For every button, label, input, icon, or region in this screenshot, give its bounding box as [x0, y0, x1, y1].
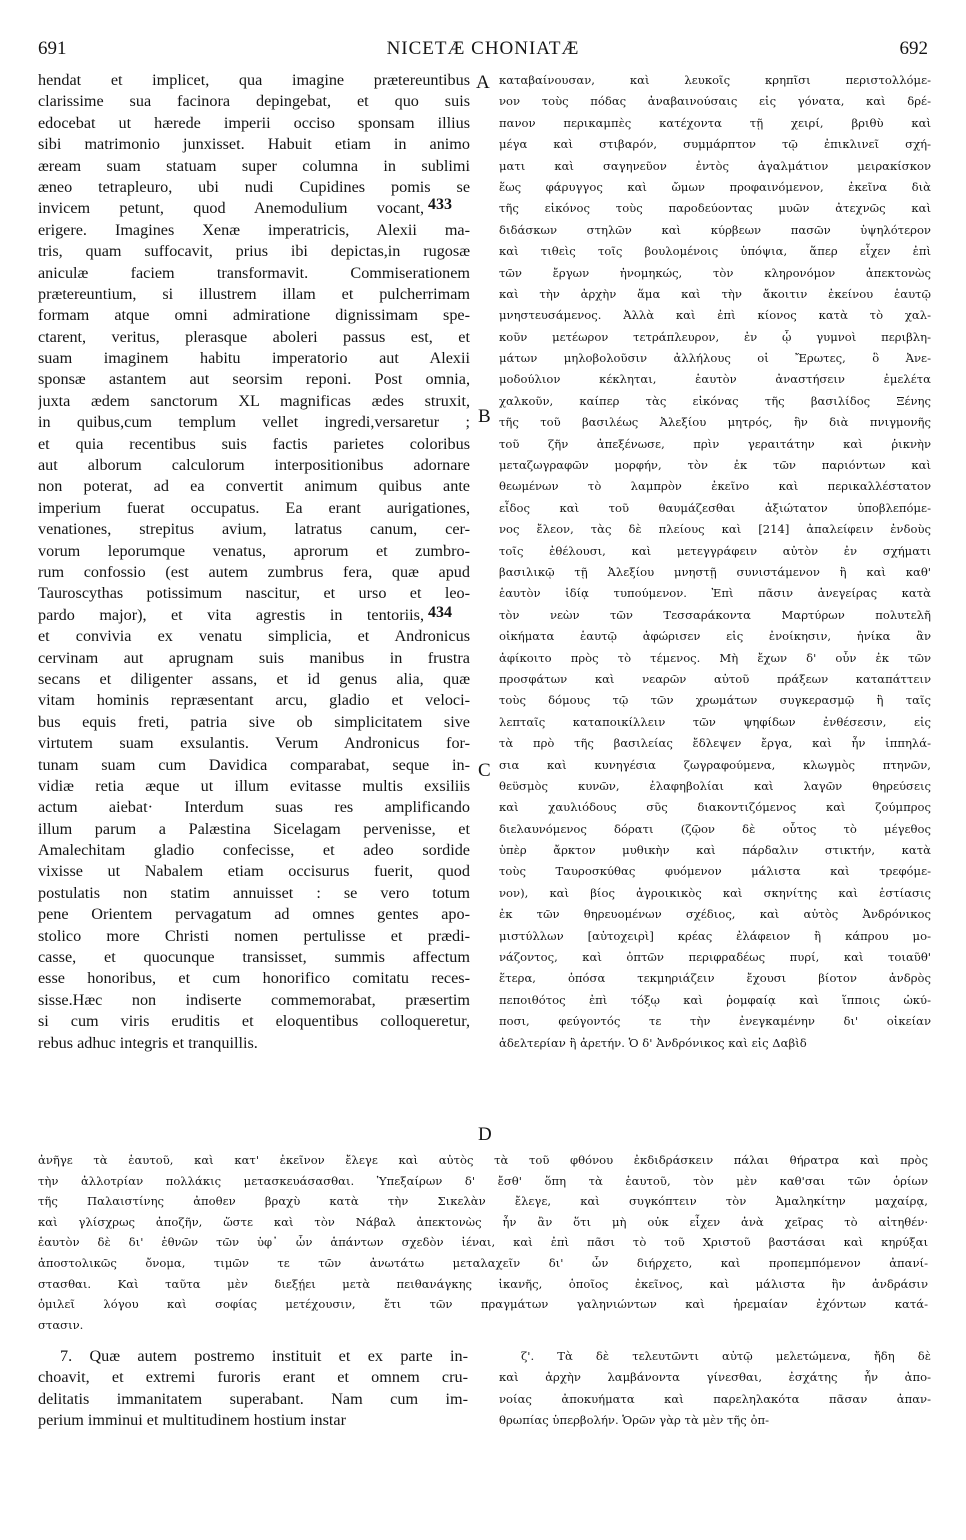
greek-text-line: μοδούλιον κέκληται, ἑαυτὸν ἀναστήσειν ἐμελέτα [499, 372, 931, 387]
page-number-left: 691 [38, 38, 67, 59]
latin-text-line: æream suam statuam super columna in sublimi [38, 156, 470, 175]
greek-text-line: διελαυνόμενος δόρατι (ζῷον δὲ οὗτος τὸ μέγεθος [499, 821, 931, 836]
greek-text-line: καὶ χαυλιόδους σῦς διακοντιζόμενος καὶ ζούμπρος [499, 800, 931, 815]
latin-text-line: juxta ædem sanctorum XL magnificas ædes struxit, [38, 391, 470, 410]
latin-text-line: ctarent, veritus, plerasque aboleri passus est, et [38, 327, 470, 346]
latin-text-line: sponsæ astantem aut seorsim reponi. Post omnia, [38, 370, 470, 389]
greek-text-line: διδάσκων στηλῶν καὶ κύρβεων πασῶν ὑψηλότερον [499, 222, 931, 237]
greek-text-line: στασιν. [38, 1317, 84, 1332]
latin-text-line: vorum leporumque venatus, aprorum et zumbro- [38, 541, 470, 560]
greek-text-line: τῆς τοῦ βασιλέως Ἀλεξίου μητρός, ἣν διὰ πνιγμονῆς [499, 415, 931, 430]
greek-text-line: μνηστευσάμενος. Ἀλλὰ καὶ ἐπὶ κίονος κατὰ τὸ χαλ- [499, 308, 931, 323]
latin-text-line: erigere. Imagines Xenæ imperatricis, Alexii ma- [38, 220, 470, 239]
latin-text-line: in quibus,cum templum vellet ingredi,versaretur ; [38, 413, 470, 432]
latin-text-line: esse honoribus, et cum honorifico comitatu reces- [38, 969, 470, 988]
greek-text-line: νος ἔλεον, τὰς δὲ πλείους καὶ [214] ἀπαλείφειν ἐνδοὺς [499, 522, 931, 537]
latin-section-7 [38, 1346, 468, 1432]
latin-text-line: postulatis non statim annuisset : se vero totum [38, 883, 470, 902]
latin-text-line: aut alborum calculorum interpositionibus adornare [38, 456, 470, 475]
latin-text-line: et convivia ex venatu simplicia, et Andronicus [38, 627, 470, 646]
latin-text-line: cervinam aut aprugnam suis manibus in frustra [38, 648, 470, 667]
latin-text-line: sisse.Hæc non indiserte commemorabat, præsertim [38, 990, 470, 1009]
greek-text-line: μέγα καὶ στιβαρόν, συμμάρπτον τῷ ἐπικλινεῖ σχή- [499, 137, 931, 152]
greek-text-line: κοῦν μετέωρον τετράπλευρον, ἐν ᾧ γυμνοὶ περιβλη- [499, 329, 931, 344]
margin-letter-d: D [478, 1124, 492, 1145]
greek-section-7 [499, 1346, 931, 1432]
latin-text-line: vidiæ retia æque ut illum evitasse multis exsiliis [38, 776, 470, 795]
latin-text-line: formam atque omni admiratione dignissimam spe- [38, 306, 470, 325]
greek-text-line: τῶν ἔργων ἠνομηκώς, τὸν κληρονόμον ἀπεκτονὼς [499, 265, 931, 280]
greek-text-line: τῆς Παλαιστίνης ἀποθεν βραχὺ κατὰ τὴν Σικελὰν ἔλεγε, καὶ συγκόπτειν τὸν Ἀμαληκίτην μαχαίρᾳ, [38, 1194, 928, 1209]
latin-text-line: hendat et implicet, qua imagine prætereuntibus [38, 71, 470, 89]
latin-text-line: choavit, et extremi furoris erant et omnem cru- [38, 1368, 468, 1387]
latin-text-line: bus equis freti, patria sive ob simplicitatem sive [38, 712, 470, 731]
greek-text-line: καταβαίνουσαν, καὶ λευκοῖς κρηπῖσι περιστολλόμε- [499, 73, 931, 87]
margin-number-433: 433 [428, 196, 452, 213]
greek-text-line: ὑπὲρ ἄρκτον μυθικὴν καὶ πάρδαλιν στικτήν, κατὰ [499, 843, 931, 858]
greek-text-line: καὶ τὴν ἀρχὴν ἅμα καὶ τὴν ἄκοιτιν ἐκείνου ἑαυτῷ [499, 286, 931, 301]
latin-text-line: vixisse ut Nabalem etiam occisurus fuerit, quod [38, 862, 470, 881]
latin-text-line: prætereuntium, si illustrem illam et pulcherrimam [38, 284, 470, 303]
latin-text-line: actum aiebat· Interdum suas res amplificando [38, 798, 470, 817]
latin-text-line: clarissime sua facinora depingebat, et quo suis [38, 92, 470, 111]
greek-text-line: τοὺς δόμους τῷ τῶν χρωμάτων συγκερασμῷ ἢ ταῖς [499, 693, 931, 708]
margin-number-434: 434 [428, 604, 452, 621]
latin-text-line: pardo major), et vita agrestis in tentoriis, [38, 605, 424, 624]
greek-text-line: καὶ γλίσχρως ἀποζῆν, ὥστε καὶ τὸν Νάβαλ ἀπεκτονὼς ἦν ἂν ὅτι μὴ οὐκ εἶχεν ἀνὰ χεῖρας τὸ αἰτηθέν· [38, 1214, 928, 1229]
latin-text-line: delitatis immanitatem superabant. Nam cum im- [38, 1389, 468, 1408]
greek-text-line: τὸν νεὼν τῶν Τεσσαράκοντα Μαρτύρων πολυτελῆ [499, 607, 931, 622]
greek-text-line: ζ'. Τὰ δὲ τελευτῶντι αὐτῷ μελετώμενα, ἤδη δὲ [521, 1349, 931, 1363]
latin-text-line: invicem petunt, quod Anemodulium vocant, [38, 199, 424, 218]
greek-column [499, 70, 931, 1054]
latin-text-line: Tauroscythas potissimum nascitur, et urso et leo- [38, 584, 470, 603]
greek-text-line: νον τοὺς πόδας ἀναβαινούσαις εἰς γόνατα, καὶ δρέ- [499, 94, 931, 109]
latin-text-line: sibi matrimonio junxisset. Habuit etiam in animo [38, 135, 470, 154]
greek-text-line: μάτων μηλοβολοῦσιν ἀλλήλους οἱ Ἔρωτες, ὃ Ἀνε- [499, 351, 931, 366]
page-header [38, 38, 928, 68]
greek-text-line: τοῦ ζῆν ἀπεξένωσε, πρὶν γεραιτάτην καὶ ῥικνὴν [499, 436, 931, 451]
latin-text-line: venationes, strepitus avium, latratus canum, cer- [38, 520, 470, 539]
latin-text-line: perium imminui et multitudinem hostium instar [38, 1411, 346, 1430]
latin-column [38, 70, 470, 1054]
page-number-right: 692 [899, 38, 928, 59]
greek-text-line: ἕτερα, ὁπόσα τεκμηριάζειν ἔχουσι βίοτον ἀνδρὸς [499, 971, 931, 986]
greek-text-line: ποσι, φεύγοντός τε τὴν ἐνεγκαμένην δι' οἰκείαν [499, 1014, 931, 1029]
greek-full-width-block [38, 1150, 928, 1335]
greek-text-line: τοῖς ἐθέλουσι, καὶ μετεγγράφειν αὐτὸν ἐν σχήματι [499, 543, 931, 558]
greek-text-line: ἀποστολικῶς ὄνομα, τιμῶν τε τῶν ἀνωτάτω μεταλαχεῖν δι' ὧν διήρχετο, καὶ προπεμπόμενον ἀπανί- [38, 1255, 928, 1270]
greek-text-line: ἀφίκοιτο πρὸς τὸ τέμενος. Μὴ ἔχων δ' οὖν ἐκ τῶν [499, 650, 931, 665]
greek-text-line: μιστύλλων [αὐτοχειρὶ] κρέας ἐλάφειον ἢ κάπρου μο- [499, 928, 931, 943]
latin-text-line: et quia recentibus suis factis parietes coloribus [38, 434, 470, 453]
greek-text-line: τὴν ἀλλοτρίαν πολλάκις μετασκευάσασθαι. Ὑπεξαίρων δ' ἔσθ' ὅπη τὰ ἑαυτοῦ, τὸν μὲν καθ'σαι τῶν ὁρίων [38, 1173, 928, 1188]
greek-text-line: καὶ ἀρχὴν λαμβάνοντα γίνεσθαι, ἐσχάτης ἦν ἀπο- [499, 1370, 931, 1385]
greek-text-line: θεϋσμὸς κυνῶν, ἐλαφηβολίαι καὶ λαγῶν θηρεύσεις [499, 778, 931, 793]
greek-text-line: πανον περικαμπὲς κατέχοντα τῇ χειρί, βριθὺ καὶ [499, 115, 931, 130]
latin-text-line: aniculæ faciem transformavit. Commiserationem [38, 263, 470, 282]
greek-text-line: ἐκ τῶν θηρευομένων σχέδιος, καὶ αὐτὸς Ἀνδρόνικος [499, 907, 931, 922]
latin-text-line: edocebat ut hærede imperii occiso sponsam illius [38, 113, 470, 132]
greek-text-line: οἰκήματα ἑαυτῷ ἀφώρισεν εἰς ἐνοίκησιν, ἡνίκα ἂν [499, 629, 931, 644]
greek-text-line: εἶδος καὶ τοῦ θαυμάζεσθαι ἀξιώτατον ὑποβλεπόμε- [499, 500, 931, 515]
latin-text-line: tunam suam cum Davidica comparabat, seque in- [38, 755, 470, 774]
greek-text-line: θρωπίας ὑπερβολήν. Ὁρῶν γὰρ τὰ μὲν τῆς ὀπ- [499, 1413, 770, 1428]
latin-text-line: secans et diligenter assans, et id genus alia, quæ [38, 669, 470, 688]
latin-text-line: casse, et quocunque transisset, summis affectum [38, 948, 470, 967]
latin-text-line: si cum viris eruditis et eloquentibus colloqueretur, [38, 1012, 470, 1031]
latin-text-line: tris, quam suffocavit, prius ibi depictas,in rugosæ [38, 242, 470, 261]
latin-text-line: Amalechitam gladio confecisse, et adeo sordide [38, 841, 470, 860]
greek-text-line: βασιλικῷ τῇ Ἀλεξίου μνηστῇ συνιστάμενον ἢ καὶ καθ' [499, 564, 931, 579]
greek-text-line: ἀνῆγε τὰ ἑαυτοῦ, καὶ κατ' ἐκεῖνον ἔλεγε καὶ αὐτὸς τὰ τοῦ φθόνου ἐκδιδράσκειν πάλαι θήρατρα καὶ πρὸς [38, 1153, 928, 1167]
greek-text-line: ματι καὶ σαγηνεῦον ἐντὸς ἀγαλμάτιον μειρακίσκον [499, 158, 931, 173]
greek-text-line: θεωμένων τὸ λαμπρὸν ἐκεῖνο καὶ περικαλλέστατον [499, 479, 931, 494]
latin-text-line: pene Orientem pervagatum ad omnes gentes apo- [38, 905, 470, 924]
greek-text-line: νοίας ἀποκυήματα καὶ παρεληλακότα πᾶσαν ἀπαν- [499, 1391, 931, 1406]
latin-text-line: illum parum a Palæstina Sicelagam pervenisse, et [38, 819, 470, 838]
latin-text-line: suam imaginem habitu imperatorio aut Alexii [38, 349, 470, 368]
greek-text-line: τὰ πρὸ τῆς βασιλείας ἔδλεψεν ἔργα, καὶ ἦν ἱππηλά- [499, 736, 931, 751]
greek-text-line: χαλκοῦν, καίπερ τὰς εἰκόνας τῆς βασιλίδος Ξένης [499, 393, 931, 408]
greek-text-line: πεποιθότος ἐπὶ τόξῳ καὶ ῥομφαίᾳ καὶ ἵπποις ὠκύ- [499, 992, 931, 1007]
latin-text-line: rum confossio (est autem zumbrus fera, quæ apud [38, 562, 470, 581]
greek-text-line: στασθαι. Καὶ ταῦτα μὲν διεξῄει μετὰ πειθανάγκης ἱκανῆς, ὁποῖος ἐκεῖνος, καὶ μάλιστα ἢν ἀνδράσιν [38, 1276, 928, 1291]
greek-text-line: ἀδελτερίαν ἢ ἀρετήν. Ὁ δ' Ἀνδρόνικος καὶ εἰς Δαβὶδ [499, 1035, 807, 1050]
latin-text-line: imperium fuerat occupatus. Ea erant aurigationes, [38, 498, 470, 517]
greek-text-line: προσφάτων καὶ νεαρῶν αὐτοῦ πράξεων καταπάττειν [499, 671, 931, 686]
margin-letter-c: C [478, 760, 491, 781]
latin-text-line: rebus adhuc integris et tranquillis. [38, 1033, 258, 1052]
latin-text-line: stolico more Christi nomen pertulisse et prædi- [38, 926, 470, 945]
greek-text-line: καὶ τιθεὶς τοῖς βουλομένοις ὑπόψια, ἅπερ εἶχεν ἐπὶ [499, 244, 931, 259]
latin-text-line: æneo tetrapleuro, ubi nudi Cupidines pomis se [38, 177, 470, 196]
latin-text-line: virtutem suam exsulantis. Verum Andronicus for- [38, 734, 470, 753]
greek-text-line: ὁμιλεῖ λόγου καὶ σοφίας μετέχουσιν, ἔτι τῶν πραγμάτων γαληνιώντων καὶ ἠρεμαίαν ἐχόντων κατά- [38, 1297, 928, 1312]
greek-text-line: νον), καὶ βίος ἀγροικικὸς καὶ σκηνίτης καὶ ἑστίασις [499, 885, 931, 900]
latin-text-line: non poterat, ad ea convertit animum quibus ante [38, 477, 470, 496]
greek-text-line: λεπταῖς καταποικίλλειν τῶν ψηφίδων ἐνθέσεσιν, εἰς [499, 714, 931, 729]
greek-text-line: τοὺς Ταυροσκύθας φυόμενον μάλιστα καὶ τρεφόμε- [499, 864, 931, 879]
margin-letter-a: A [476, 72, 490, 93]
greek-text-line: σια καὶ κυνηγέσια ζωγραφούμενα, κλωγμὸς πτηνῶν, [499, 757, 931, 772]
margin-letter-b: B [478, 406, 491, 427]
greek-text-line: ἑαυτὸν ἰδίᾳ τυπούμενον. Ἐπὶ πᾶσιν ἀνεγείρας κατὰ [499, 586, 931, 601]
greek-text-line: τῆς εἰκόνος τοὺς παροδεύοντας μυῶν ἀτεχνῶς καὶ [499, 201, 931, 216]
latin-text-line: 7. Quæ autem postremo instituit et ex parte in- [60, 1347, 468, 1365]
greek-text-line: ἕως φάρυγγος καὶ ὤμων προφαινόμενον, ἐκεῖνα διὰ [499, 179, 931, 194]
running-title: NICETÆ CHONIATÆ [386, 38, 580, 59]
latin-text-line: vitam hominis repræsentant arcu, gladio et veloci- [38, 691, 470, 710]
greek-text-line: ἑαυτὸν δὲ δι' ἐθνῶν τῶν ὑφ᾽ ὧν ἁπάντων σχεδὸν ἰέναι, καὶ ἐπὶ πᾶσι τὸ τοῦ Χριστοῦ βαστάσαι καὶ κηρύξαι [38, 1235, 928, 1250]
greek-text-line: νάζοντος, καὶ ὀπτῶν περιφραδέως πυρί, καὶ τοιαῦθ' [499, 950, 931, 965]
greek-text-line: μεταζωγραφῶν μορφήν, τὸν ἐκ τῶν παριόντων καὶ [499, 458, 931, 473]
